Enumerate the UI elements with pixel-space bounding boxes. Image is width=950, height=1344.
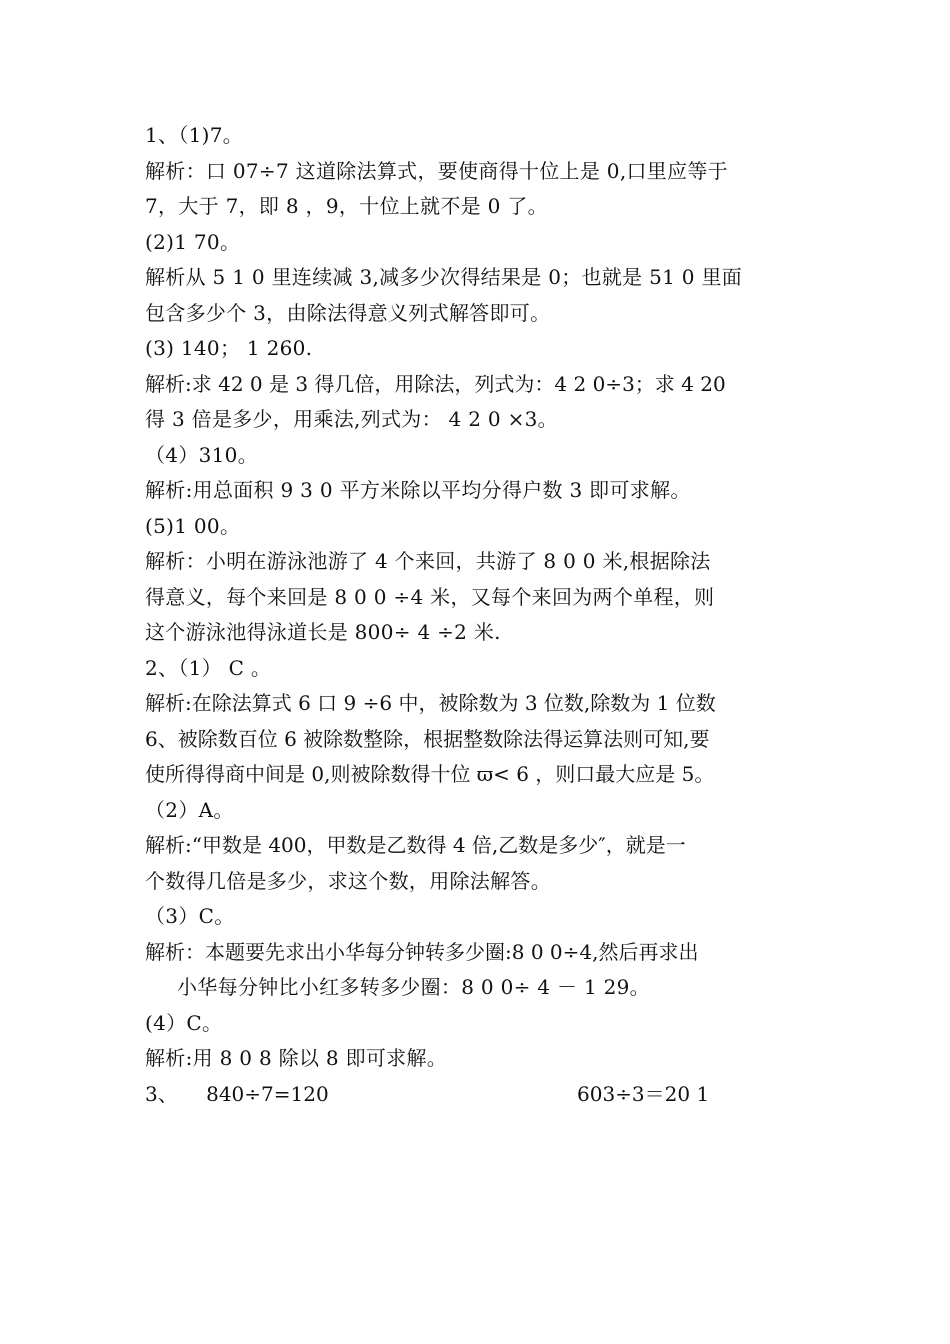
analysis-2-3-line-1: 解析：本题要先求出小华每分钟转多少圈:8 0 0÷4,然后再求出 (145, 939, 699, 964)
answer-1-5: (5)1 00。 (145, 513, 241, 538)
answer-3-equations (145, 1077, 815, 1113)
analysis-1-2-line-2: 包含多少个 3，由除法得意义列式解答即可。 (145, 300, 551, 325)
analysis-2-2-line-2: 个数得几倍是多少，求这个数，用除法解答。 (145, 868, 551, 893)
analysis-2-4: 解析:用 8 0 8 除以 8 即可求解。 (145, 1046, 448, 1070)
answer-1-2: (2)1 70。 (145, 229, 241, 254)
answer-2-4: (4）C。 (145, 1010, 223, 1035)
answer-3-label: 3、 (145, 1081, 178, 1106)
analysis-2-1-line-3: 使所得得商中间是 0,则被除数得十位 ϖ< 6 ，则口最大应是 5。 (145, 762, 715, 786)
analysis-1-1-line-2: 7，大于 7，即 8 ，9，十位上就不是 0 了。 (145, 194, 548, 218)
answer-1-4: （4）310。 (145, 442, 258, 467)
answer-2-2: （2）A。 (145, 797, 234, 822)
analysis-1-4: 解析:用总面积 9 3 0 平方米除以平均分得户数 3 即可求解。 (145, 478, 691, 502)
equation-left: 840÷7=120 (206, 1081, 329, 1106)
analysis-1-3-line-1: 解析:求 42 0 是 3 得几倍，用除法，列式为：4 2 0÷3；求 4 20 (145, 371, 726, 396)
answer-2-heading: 2、（1） C 。 (145, 655, 272, 680)
analysis-1-2-line-1: 解析从 5 1 0 里连续减 3,减多少次得结果是 0；也就是 51 0 里面 (145, 265, 743, 289)
equation-left-group (145, 1077, 329, 1113)
answer-2-3: （3）C。 (145, 904, 235, 928)
analysis-1-5-line-3: 这个游泳池得泳道长是 800÷ 4 ÷2 米. (145, 620, 501, 644)
analysis-2-1-line-1: 解析:在除法算式 6 口 9 ÷6 中，被除数为 3 位数,除数为 1 位数 (145, 691, 716, 715)
analysis-2-3-line-2: 小华每分钟比小红多转多少圈：8 0 0÷ 4 － 1 29。 (177, 975, 650, 999)
analysis-2-2-line-1: 解析:“甲数是 400，甲数是乙数得 4 倍,乙数是多少″，就是一 (145, 833, 686, 857)
analysis-1-3-line-2: 得 3 倍是多少，用乘法,列式为： 4 2 0 ×3。 (145, 407, 558, 431)
analysis-1-1-line-1: 解析：口 07÷7 这道除法算式，要使商得十位上是 0,口里应等于 (145, 158, 728, 183)
analysis-1-5-line-2: 得意义，每个来回是 8 0 0 ÷4 米，又每个来回为两个单程，则 (145, 584, 715, 609)
equation-right: 603÷3＝20 1 (577, 1081, 710, 1106)
answer-1-heading: 1、（1)7。 (145, 123, 244, 147)
analysis-1-5-line-1: 解析：小明在游泳池游了 4 个来回，共游了 8 0 0 米,根据除法 (145, 549, 711, 573)
document-content (145, 118, 815, 1112)
answer-1-3: (3) 140； 1 260. (145, 336, 313, 360)
analysis-2-1-line-2: 6、被除数百位 6 被除数整除，根据整数除法得运算法则可知,要 (145, 726, 710, 751)
